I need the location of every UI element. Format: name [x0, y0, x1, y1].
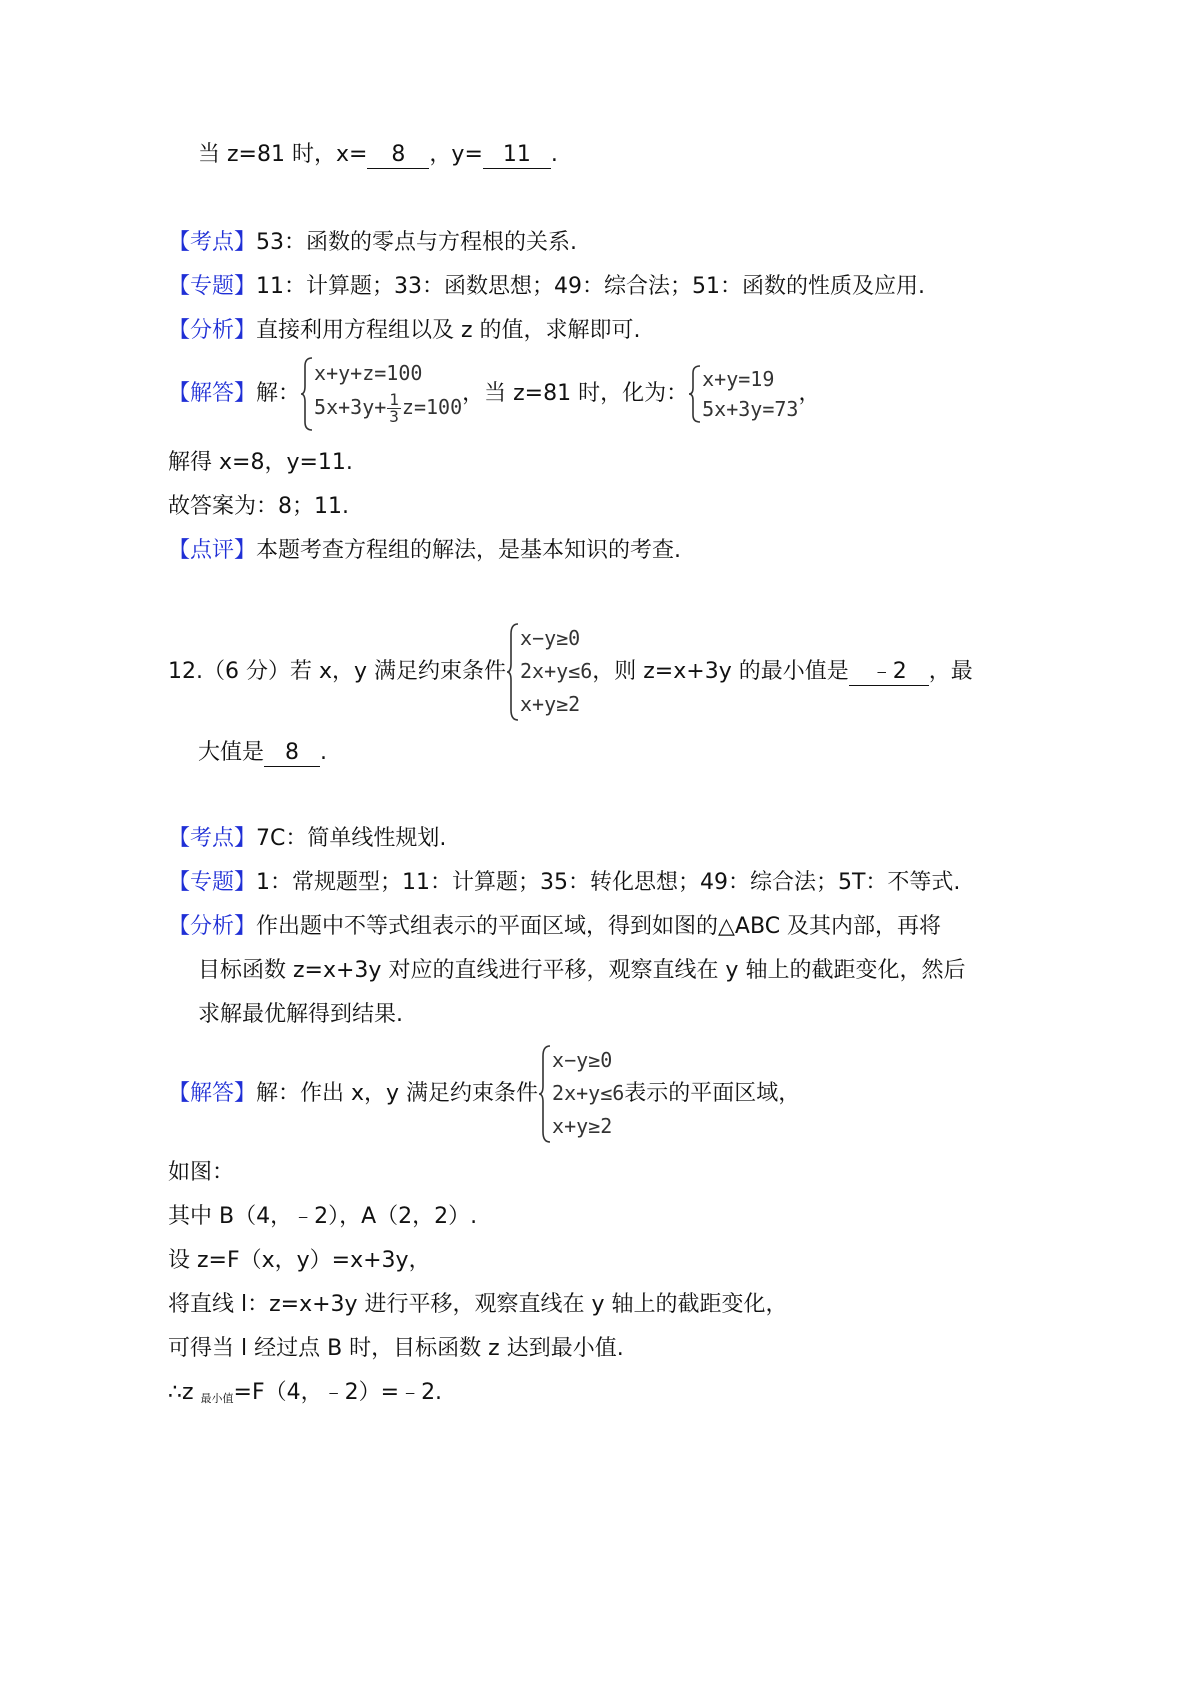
- p12-points: 其中 B（4，﹣2），A（2，2）.: [168, 1204, 478, 1229]
- p12-jieda-constraint1: x−y≥0: [552, 1048, 613, 1072]
- p11-system1-row2: [314, 390, 462, 425]
- p11-x-answer: 8: [391, 142, 406, 167]
- p12-stem-suffix: ，最: [928, 659, 973, 684]
- p12-final: [168, 1378, 442, 1414]
- left-brace-icon: [538, 1044, 552, 1144]
- p12-setz: 设 z=F（x，y）=x+3y，: [168, 1248, 431, 1273]
- p11-kaodian-text: 53：函数的零点与方程根的关系.: [256, 230, 578, 255]
- p11-kaodian: [168, 228, 577, 258]
- p11-kaodian-tag: 【考点】: [168, 230, 257, 255]
- p11-fenxi-text: 直接利用方程组以及 z 的值，求解即可.: [256, 318, 641, 343]
- p12-kaodian: [168, 824, 446, 854]
- p12-fenxi-line1: 作出题中不等式组表示的平面区域，得到如图的△ABC 及其内部，再将: [256, 914, 942, 939]
- p11-answer-line: [198, 140, 558, 170]
- p11-fenxi-tag: 【分析】: [168, 318, 257, 343]
- p11-fraction: [387, 392, 401, 425]
- p11-zhuanti-tag: 【专题】: [168, 274, 257, 299]
- p11-system1-row1: x+y+z=100: [314, 361, 423, 385]
- p11-dianping-tag: 【点评】: [168, 538, 257, 563]
- p11-system1: [300, 356, 462, 432]
- p11-answer-prefix: 当 z=81 时，x=: [198, 142, 368, 167]
- p11-system1-row2-a: 5x+3y+: [314, 395, 387, 419]
- p11-end: .: [550, 142, 558, 167]
- p12-final-sub: 最小值: [200, 1392, 234, 1405]
- p12-max-answer: 8: [285, 740, 300, 765]
- p11-x-blank: [367, 142, 429, 169]
- p11-frac-num: 1: [389, 390, 399, 409]
- p12-fenxi-1: [168, 912, 941, 942]
- p11-jieda-middle: ，当 z=81 时，化为：: [462, 381, 689, 406]
- p12-zhuanti-tag: 【专题】: [168, 870, 257, 895]
- p11-y-answer: 11: [502, 142, 531, 167]
- p11-system2-row2: 5x+3y=73: [702, 397, 799, 421]
- p12-min: 可得当 l 经过点 B 时，目标函数 z 达到最小值.: [168, 1336, 624, 1361]
- p12-jieda-prefix: 解：作出 x，y 满足约束条件: [256, 1081, 539, 1106]
- p12-jieda-constraints: [538, 1044, 624, 1144]
- p12-constraint1: x−y≥0: [520, 626, 581, 650]
- p12-stem-line2-end: .: [320, 740, 328, 765]
- p12-rutu: 如图：: [168, 1160, 235, 1185]
- p12-fenxi-tag: 【分析】: [168, 914, 257, 939]
- p12-constraint2: 2x+y≤6: [520, 659, 593, 683]
- p11-answer: 故答案为：8；11.: [168, 494, 349, 519]
- p11-system2-row1: x+y=19: [702, 367, 775, 391]
- p11-jieda-tag: 【解答】: [168, 381, 257, 406]
- p12-jieda-constraint3: x+y≥2: [552, 1114, 613, 1138]
- p12-constraints: [506, 622, 592, 722]
- p11-jieda-suffix: ，: [798, 381, 821, 406]
- p12-stem: [168, 622, 973, 722]
- p11-fenxi: [168, 316, 641, 346]
- p12-zhuanti-text: 1：常规题型；11：计算题；35：转化思想；49：综合法；5T：不等式.: [256, 870, 961, 895]
- left-brace-icon: [506, 622, 520, 722]
- p11-mid-sep: ，y=: [429, 142, 483, 167]
- p11-system2: [688, 364, 798, 424]
- p11-dianping: [168, 536, 681, 566]
- p12-jieda-constraint2: 2x+y≤6: [552, 1081, 625, 1105]
- p11-dianping-text: 本题考查方程组的解法，是基本知识的考查.: [256, 538, 682, 563]
- p12-min-blank: [849, 659, 929, 686]
- p12-jieda-tag: 【解答】: [168, 1081, 257, 1106]
- p12-jieda-suffix: 表示的平面区域，: [624, 1081, 801, 1106]
- p11-frac-den: 3: [389, 407, 399, 426]
- left-brace-icon: [300, 356, 314, 432]
- p12-final-suffix: =F（4，﹣2）=﹣2.: [233, 1380, 443, 1405]
- left-brace-icon: [688, 364, 702, 424]
- p12-min-answer: ﹣2: [870, 659, 907, 684]
- p12-constraint3: x+y≥2: [520, 692, 581, 716]
- p12-fenxi-2: 目标函数 z=x+3y 对应的直线进行平移，观察直线在 y 轴上的截距变化，然后: [198, 958, 966, 983]
- p11-zhuanti-text: 11：计算题；33：函数思想；49：综合法；51：函数的性质及应用.: [256, 274, 925, 299]
- p11-jieda: [168, 356, 820, 432]
- p12-max-blank: [264, 740, 320, 767]
- p11-system1-row2-b: z=100: [401, 395, 463, 419]
- p12-kaodian-text: 7C：简单线性规划.: [256, 826, 447, 851]
- p12-fenxi-3: 求解最优解得到结果.: [198, 1002, 403, 1027]
- p12-stem-line2-prefix: 大值是: [198, 740, 265, 765]
- p12-kaodian-tag: 【考点】: [168, 826, 257, 851]
- p12-shift: 将直线 l：z=x+3y 进行平移，观察直线在 y 轴上的截距变化，: [168, 1292, 788, 1317]
- p12-stem-line2: [198, 738, 327, 768]
- p12-zhuanti: [168, 868, 960, 898]
- p11-jieda-prefix: 解：: [256, 381, 301, 406]
- p12-stem-middle: ，则 z=x+3y 的最小值是: [592, 659, 849, 684]
- p12-final-prefix: ∴z: [168, 1380, 201, 1405]
- p12-jieda: [168, 1044, 800, 1144]
- p12-stem-prefix: 12.（6 分）若 x，y 满足约束条件: [168, 659, 507, 684]
- p11-solved: 解得 x=8，y=11.: [168, 450, 353, 475]
- p11-zhuanti: [168, 272, 925, 302]
- p11-y-blank: [483, 142, 551, 169]
